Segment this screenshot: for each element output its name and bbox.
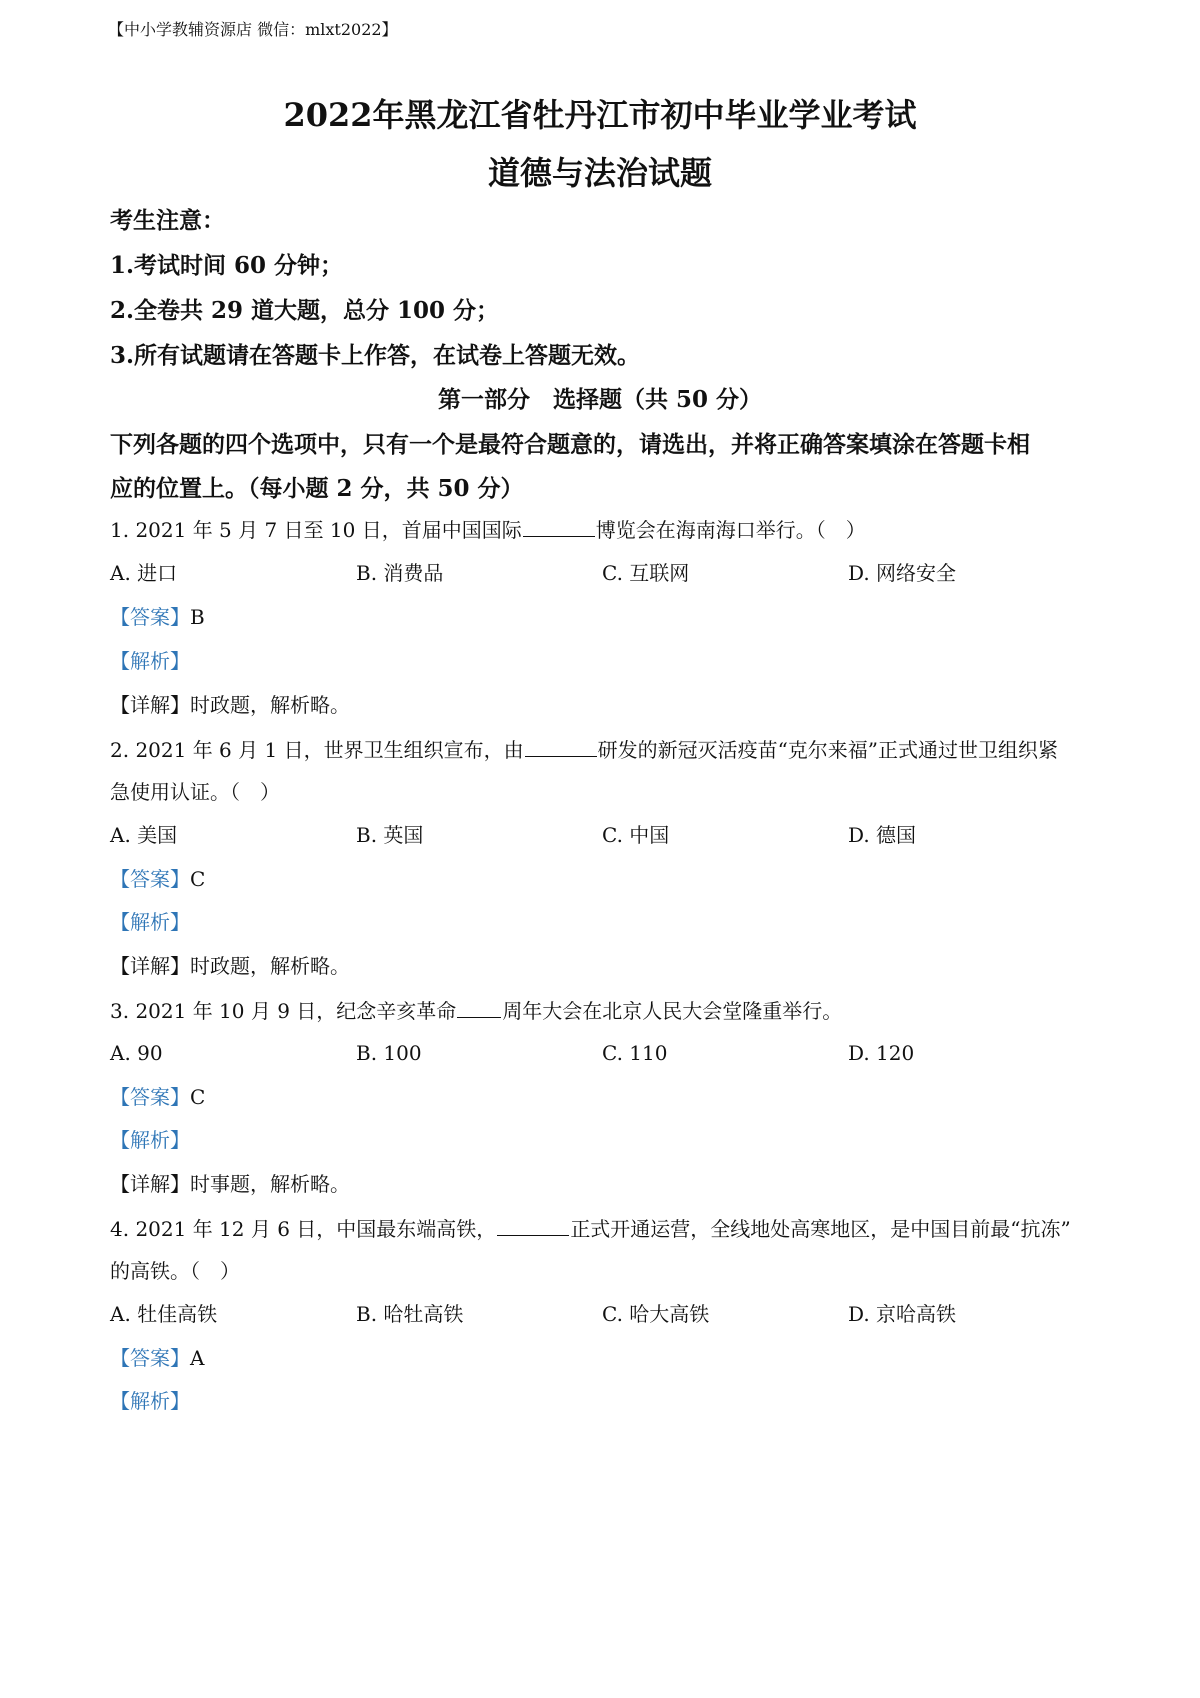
option-b: B. 消费品 [356, 561, 444, 585]
answer-label: 【答案】 [110, 867, 190, 891]
option-d: D. 120 [848, 1041, 915, 1065]
answer-blank [457, 997, 501, 1018]
question-stem-line2: 急使用认证。（ ） [110, 780, 280, 804]
stem-part: 研发的新冠灭活疫苗“克尔来福”正式通过世卫组织紧 [597, 738, 1059, 762]
option-a: A. 进口 [110, 561, 178, 585]
option-b: B. 英国 [356, 823, 424, 847]
analysis-label: 【解析】 [110, 1389, 190, 1413]
option-d: D. 德国 [848, 823, 917, 847]
option-d: D. 网络安全 [848, 561, 957, 585]
section-instruction: 应的位置上。（每小题 2 分，共 50 分） [110, 475, 524, 502]
answer-label: 【答案】 [110, 605, 190, 629]
answer-value: C [190, 1085, 206, 1109]
section-heading: 第一部分 选择题（共 50 分） [437, 386, 763, 413]
section-instruction: 下列各题的四个选项中，只有一个是最符合题意的，请选出，并将正确答案填涂在答题卡相 [110, 431, 1030, 458]
answer-label: 【答案】 [110, 1346, 190, 1370]
option-b: B. 哈牡高铁 [356, 1302, 464, 1326]
notice-item: 3.所有试题请在答题卡上作答，在试卷上答题无效。 [110, 342, 641, 369]
option-a: A. 牡佳高铁 [110, 1302, 218, 1326]
question-stem [110, 1215, 1071, 1242]
detail-text: 【详解】时政题，解析略。 [110, 693, 350, 717]
answer-value: B [190, 605, 205, 629]
stem-part: 正式开通运营，全线地处高寒地区，是中国目前最“抗冻” [570, 1217, 1071, 1241]
analysis-label: 【解析】 [110, 910, 190, 934]
header-note: 【中小学教辅资源店 微信：mlxt2022】 [108, 20, 398, 39]
answer-line [110, 604, 205, 630]
stem-part: 周年大会在北京人民大会堂隆重举行。 [502, 999, 843, 1023]
option-d: D. 京哈高铁 [848, 1302, 957, 1326]
answer-blank [497, 1215, 569, 1236]
notice-item: 2.全卷共 29 道大题，总分 100 分； [110, 297, 500, 324]
question-stem-line2: 的高铁。（ ） [110, 1259, 240, 1283]
question-stem [110, 736, 1058, 763]
exam-subtitle: 道德与法治试题 [487, 154, 712, 192]
answer-value: C [190, 867, 206, 891]
stem-part: 4. 2021 年 12 月 6 日，中国最东端高铁， [110, 1217, 497, 1241]
answer-label: 【答案】 [110, 1085, 190, 1109]
exam-title: 2022年黑龙江省牡丹江市初中毕业学业考试 [283, 96, 917, 134]
option-b: B. 100 [356, 1041, 422, 1065]
detail-text: 【详解】时政题，解析略。 [110, 954, 350, 978]
option-c: C. 中国 [602, 823, 670, 847]
stem-part: 3. 2021 年 10 月 9 日，纪念辛亥革命 [110, 999, 457, 1023]
stem-part: 1. 2021 年 5 月 7 日至 10 日，首届中国国际 [110, 518, 522, 542]
question-stem [110, 997, 842, 1024]
notice-heading: 考生注意： [110, 207, 225, 234]
option-c: C. 110 [602, 1041, 668, 1065]
answer-line [110, 1084, 205, 1110]
detail-text: 【详解】时事题，解析略。 [110, 1172, 350, 1196]
stem-part: 博览会在海南海口举行。（ ） [595, 518, 866, 542]
answer-value: A [190, 1346, 205, 1370]
answer-line [110, 1345, 204, 1371]
option-c: C. 哈大高铁 [602, 1302, 710, 1326]
option-a: A. 美国 [110, 823, 178, 847]
stem-part: 2. 2021 年 6 月 1 日，世界卫生组织宣布，由 [110, 738, 524, 762]
notice-item: 1.考试时间 60 分钟； [110, 252, 344, 279]
analysis-label: 【解析】 [110, 649, 190, 673]
option-a: A. 90 [110, 1041, 163, 1065]
analysis-label: 【解析】 [110, 1128, 190, 1152]
option-c: C. 互联网 [602, 561, 690, 585]
answer-blank [525, 736, 597, 757]
answer-blank [523, 516, 595, 537]
answer-line [110, 866, 205, 892]
question-stem [110, 516, 866, 543]
